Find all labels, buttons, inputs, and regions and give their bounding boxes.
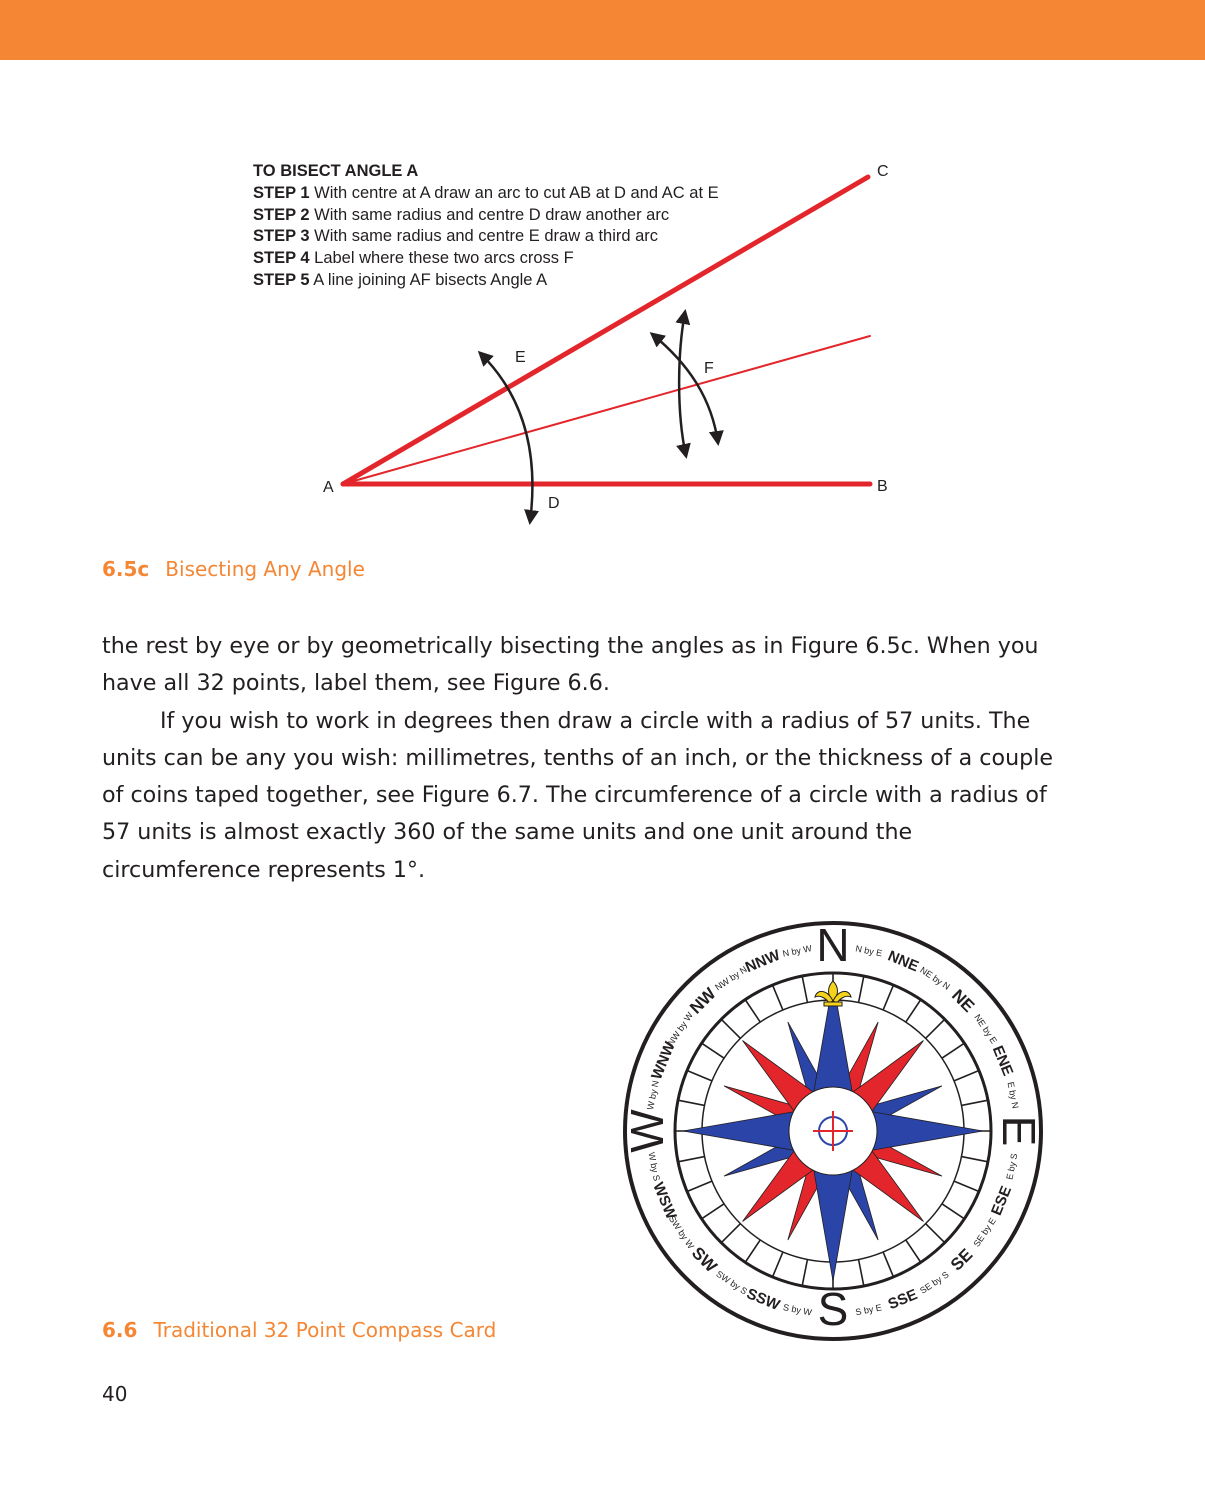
step-4 [253, 248, 813, 270]
step-1 [253, 183, 813, 205]
figure-caption-6-5c [102, 557, 365, 581]
compass-point-label: NNW [742, 946, 783, 977]
step-5-label: STEP 5 [253, 270, 310, 289]
body-paragraph-1: the rest by eye or by geometrically bisecting the angles as in Figure 6.5c. When you have all 32 points, label them, see Figure 6.6. [102, 633, 1039, 697]
compass-point-label: SSW [744, 1285, 783, 1314]
caption-number: 6.5c [102, 557, 150, 581]
step-3 [253, 226, 813, 248]
point-label-f: F [704, 360, 714, 377]
compass-point-label: N by W [781, 943, 813, 959]
step-2-label: STEP 2 [253, 205, 310, 224]
step-4-text: Label where these two arcs cross F [314, 249, 574, 268]
compass-point-label: W by N [645, 1079, 661, 1111]
compass-point-label: E by S [1004, 1152, 1020, 1181]
line-af-bisector [343, 336, 870, 484]
body-paragraph-2: If you wish to work in degrees then draw a circle with a radius of 57 units. The units can be any you wish: millimetres, tenths of an inch, or the thickness of a couple of coins taped together, see Figure 6.7. The circumference of a circle with a radius of 57 units is almost exactly 360 of the same units and one unit around the circumference represents 1°. [102, 707, 1054, 883]
compass-point-label: NE by N [918, 964, 952, 992]
compass-point-label: E by N [1005, 1080, 1021, 1110]
compass-point-label: NE [948, 985, 979, 1016]
compass-point-label: NE by E [972, 1012, 1000, 1046]
compass-point-label: SW by W [666, 1213, 696, 1251]
step-2-text: With same radius and centre D draw another arc [314, 205, 670, 224]
compass-point-label: NW by N [713, 964, 749, 993]
point-label-d: D [548, 495, 560, 512]
compass-point-label: S by W [782, 1302, 813, 1318]
compass-card [620, 918, 1046, 1344]
page-number: 40 [102, 1382, 128, 1406]
point-label-e: E [515, 349, 526, 366]
step-1-text: With centre at A draw an arc to cut AB at D and AC at E [314, 183, 719, 202]
compass-point-label: ESE [987, 1183, 1016, 1218]
step-2 [253, 205, 813, 227]
compass-point-label: W by S [646, 1151, 662, 1182]
compass-point-label: WNW [648, 1039, 679, 1083]
compass-point-label: WSW [649, 1179, 680, 1222]
compass-point-label: SE by E [971, 1216, 998, 1249]
step-3-label: STEP 3 [253, 227, 310, 246]
arc-from-d [679, 312, 686, 456]
compass-point-label: SW by S [714, 1268, 750, 1297]
compass-point-label: N by E [854, 943, 884, 959]
compass-point-label: W [621, 1109, 674, 1153]
compass-point-label: S by E [854, 1302, 883, 1318]
compass-point-label: E [992, 1115, 1045, 1147]
step-3-text: With same radius and centre E draw a third arc [314, 227, 659, 246]
caption-number: 6.6 [102, 1318, 138, 1342]
caption-title: Bisecting Any Angle [165, 557, 365, 581]
caption-title: Traditional 32 Point Compass Card [153, 1318, 497, 1342]
bisect-heading: TO BISECT ANGLE A [253, 162, 419, 180]
point-label-a: A [323, 479, 334, 496]
step-4-label: STEP 4 [253, 249, 310, 268]
compass-point-label: SSE [885, 1285, 920, 1314]
point-label-b: B [877, 478, 888, 495]
step-5 [253, 270, 813, 292]
compass-point-label: SW [687, 1243, 721, 1277]
compass-point-label: NNE [885, 947, 922, 976]
step-5-text: A line joining AF bisects Angle A [313, 270, 548, 289]
compass-point-label: NW [686, 984, 720, 1018]
figure-caption-6-6 [102, 1318, 496, 1342]
compass-point-label: NW by W [665, 1010, 696, 1048]
body-text [102, 628, 1062, 889]
bisect-instructions [253, 161, 813, 292]
compass-point-label: SE [946, 1244, 977, 1275]
compass-point-label: S [817, 1283, 849, 1336]
step-1-label: STEP 1 [253, 183, 310, 202]
point-label-c: C [877, 163, 889, 180]
compass-point-label: SE by S [918, 1269, 951, 1296]
compass-point-label: N [816, 919, 850, 972]
compass-point-label: ENE [988, 1043, 1017, 1079]
